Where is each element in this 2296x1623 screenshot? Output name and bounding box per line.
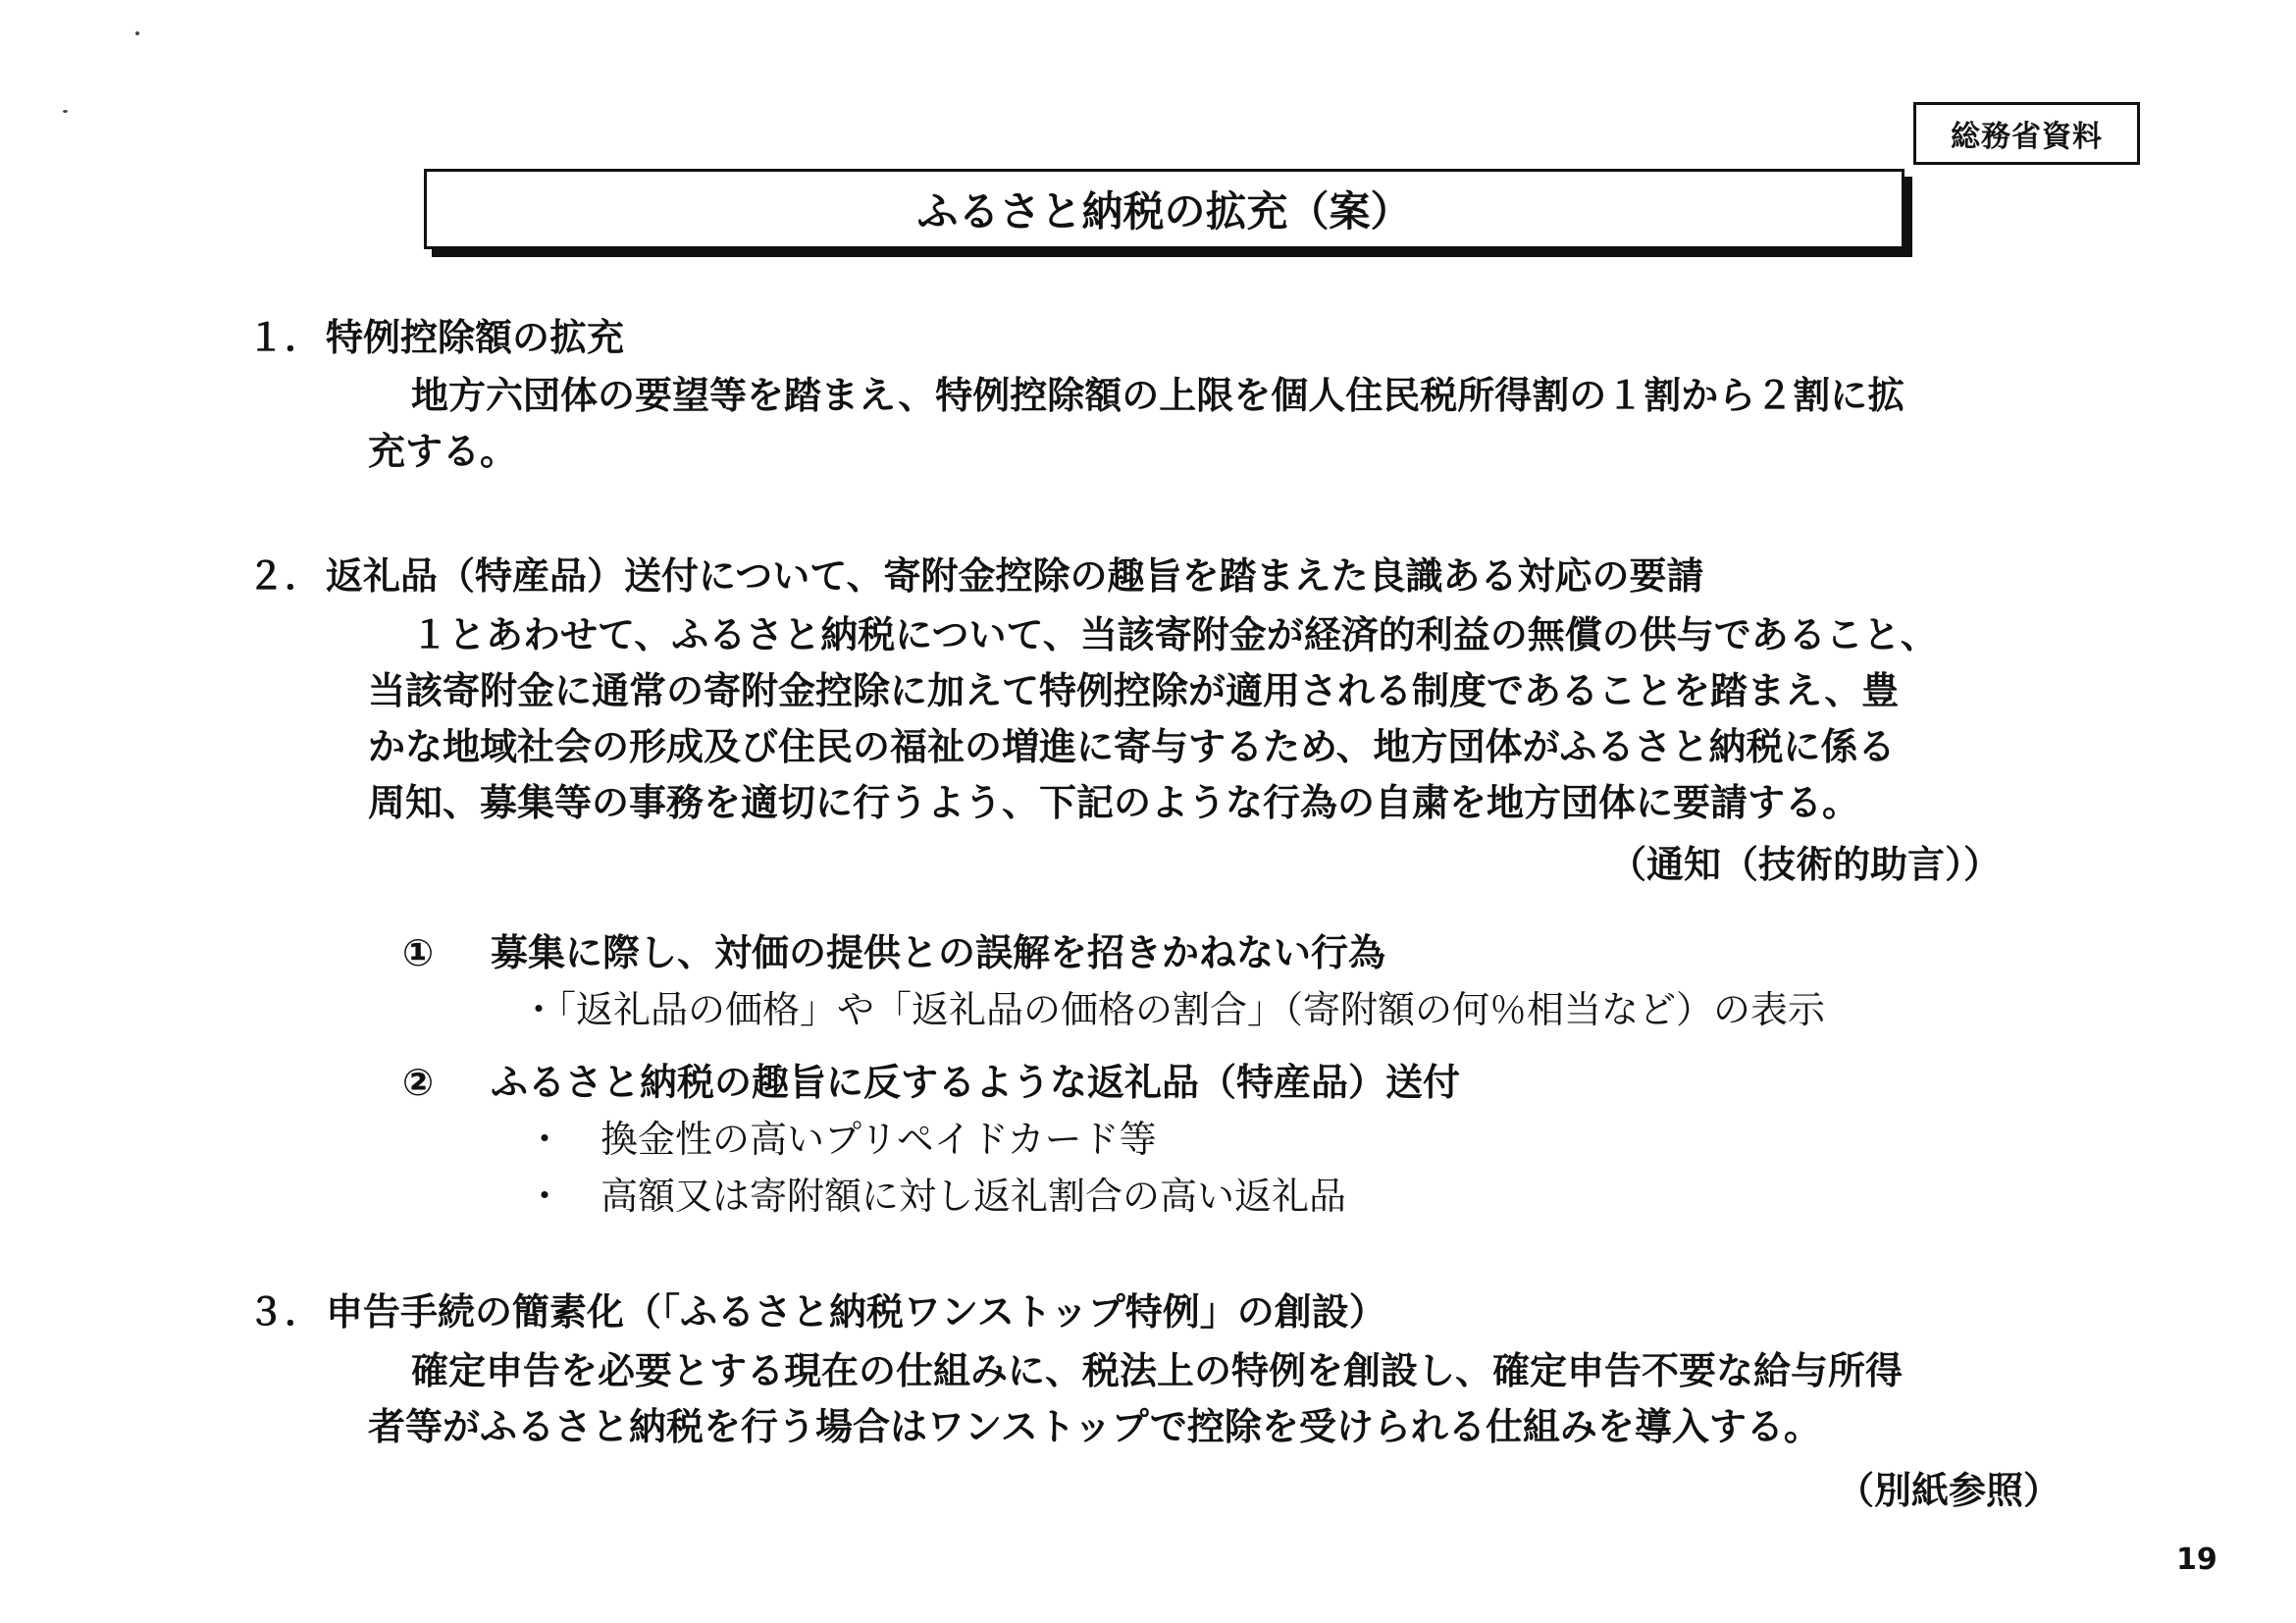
section-3-body xyxy=(368,1343,2095,1455)
item-1-label: 募集に際し、対価の提供との誤解を招きかねない行為 xyxy=(491,931,1386,974)
section-2-item-1 xyxy=(402,922,1385,976)
scan-speck xyxy=(135,31,139,35)
item-2-marker: ② xyxy=(402,1061,435,1104)
section-2-body-line: １とあわせて、ふるさと納税について、当該寄附金が経済的利益の無償の供与であること、 xyxy=(411,613,1938,656)
section-2-title: 返礼品（特産品）送付について、寄附金控除の趣旨を踏まえた良識ある対応の要請 xyxy=(326,554,1704,598)
source-badge: 総務省資料 xyxy=(1913,102,2140,165)
item-1-marker: ① xyxy=(402,931,435,974)
section-2-heading xyxy=(247,546,1703,600)
section-1-body-line: 充する。 xyxy=(368,430,518,473)
section-2-note: （通知（技術的助言）） xyxy=(1609,843,2002,886)
section-1-body xyxy=(368,368,2095,480)
item-2-label: ふるさと納税の趣旨に反するような返礼品（特産品）送付 xyxy=(491,1061,1461,1104)
section-1-heading xyxy=(247,307,624,361)
section-1-body-line: 地方六団体の要望等を踏まえ、特例控除額の上限を個人住民税所得割の１割から２割に拡 xyxy=(411,374,1905,417)
section-3-body-line: 者等がふるさと納税を行う場合はワンストップで控除を受けられる仕組みを導入する。 xyxy=(368,1405,1821,1448)
section-3-note: （別紙参照） xyxy=(1837,1469,2061,1512)
section-3-title: 申告手続の簡素化（「ふるさと納税ワンストップ特例」の創設） xyxy=(326,1290,1386,1334)
section-2-body xyxy=(368,607,2095,831)
item-2-bullet: ・ 高額又は寄附額に対し返礼割合の高い返礼品 xyxy=(526,1175,1347,1218)
section-3-body-line: 確定申告を必要とする現在の仕組みに、税法上の特例を創設し、確定申告不要な給与所得 xyxy=(411,1349,1904,1392)
section-3-number: ３． xyxy=(247,1290,323,1334)
section-2-body-line: かな地域社会の形成及び住民の福祉の増進に寄与するため、地方団体がふるさと納税に係る xyxy=(368,725,1896,768)
scan-speck xyxy=(63,110,68,113)
item-2-bullet: ・ 換金性の高いプリペイドカード等 xyxy=(526,1118,1157,1161)
section-2-body-line: 周知、募集等の事務を適切に行うよう、下記のような行為の自粛を地方団体に要請する。 xyxy=(368,781,1860,824)
page-number: 19 xyxy=(2176,1543,2218,1577)
section-2-body-line: 当該寄附金に通常の寄附金控除に加えて特例控除が適用される制度であることを踏まえ、豊 xyxy=(368,669,1900,712)
section-3-heading xyxy=(247,1282,1386,1335)
section-1-number: １． xyxy=(247,316,323,359)
section-1-title: 特例控除額の拡充 xyxy=(326,316,625,359)
page-title: ふるさと納税の拡充（案） xyxy=(424,169,1905,249)
section-2-item-2 xyxy=(402,1052,1460,1106)
item-1-bullet: ・「返礼品の価格」や「返礼品の価格の割合」（寄附額の何％相当など）の表示 xyxy=(520,988,1826,1031)
section-2-number: ２． xyxy=(247,554,323,598)
